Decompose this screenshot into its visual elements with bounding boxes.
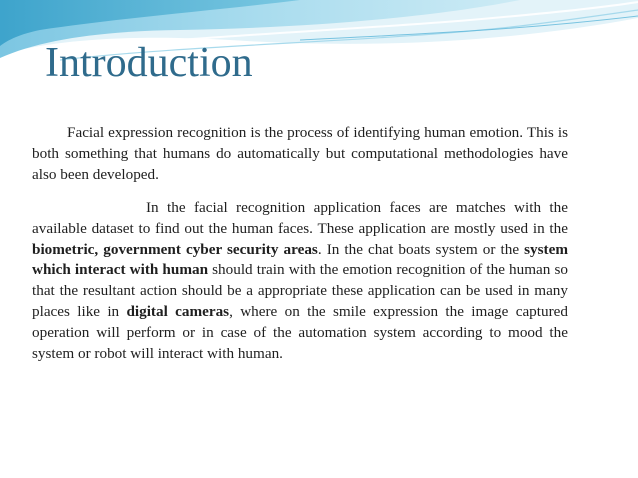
slide-title: Introduction [45, 40, 253, 86]
paragraph-text-part2: . In the chat boats system or the [317, 240, 525, 258]
paragraph-intro [32, 123, 568, 185]
paragraph-bold-biometric: biometric, government cyber security areas [32, 240, 318, 258]
paragraph-text-part3: should train with the emotion recognition of the human so that the resultant action should be a appropriate these application can be used in many places like in [32, 261, 568, 320]
paragraph-bold-digital-cameras: digital cameras [126, 302, 230, 320]
paragraph-text-part4: , where on the smile expression the image captured operation will perform or in case of the automation system according to mood the system or robot will interact with human. [32, 302, 568, 362]
paragraph-text-part1: In the facial recognition application faces are matches with the available dataset to find out the human faces. These application are mostly used in the [32, 199, 568, 237]
paragraph-applications [32, 198, 568, 364]
paragraph-intro-text: Facial expression recognition is the process of identifying human emotion. This is both something that humans do automatically but computational methodologies have also been developed. [32, 124, 568, 183]
paragraph-bold-system: system which interact with human [32, 240, 569, 279]
